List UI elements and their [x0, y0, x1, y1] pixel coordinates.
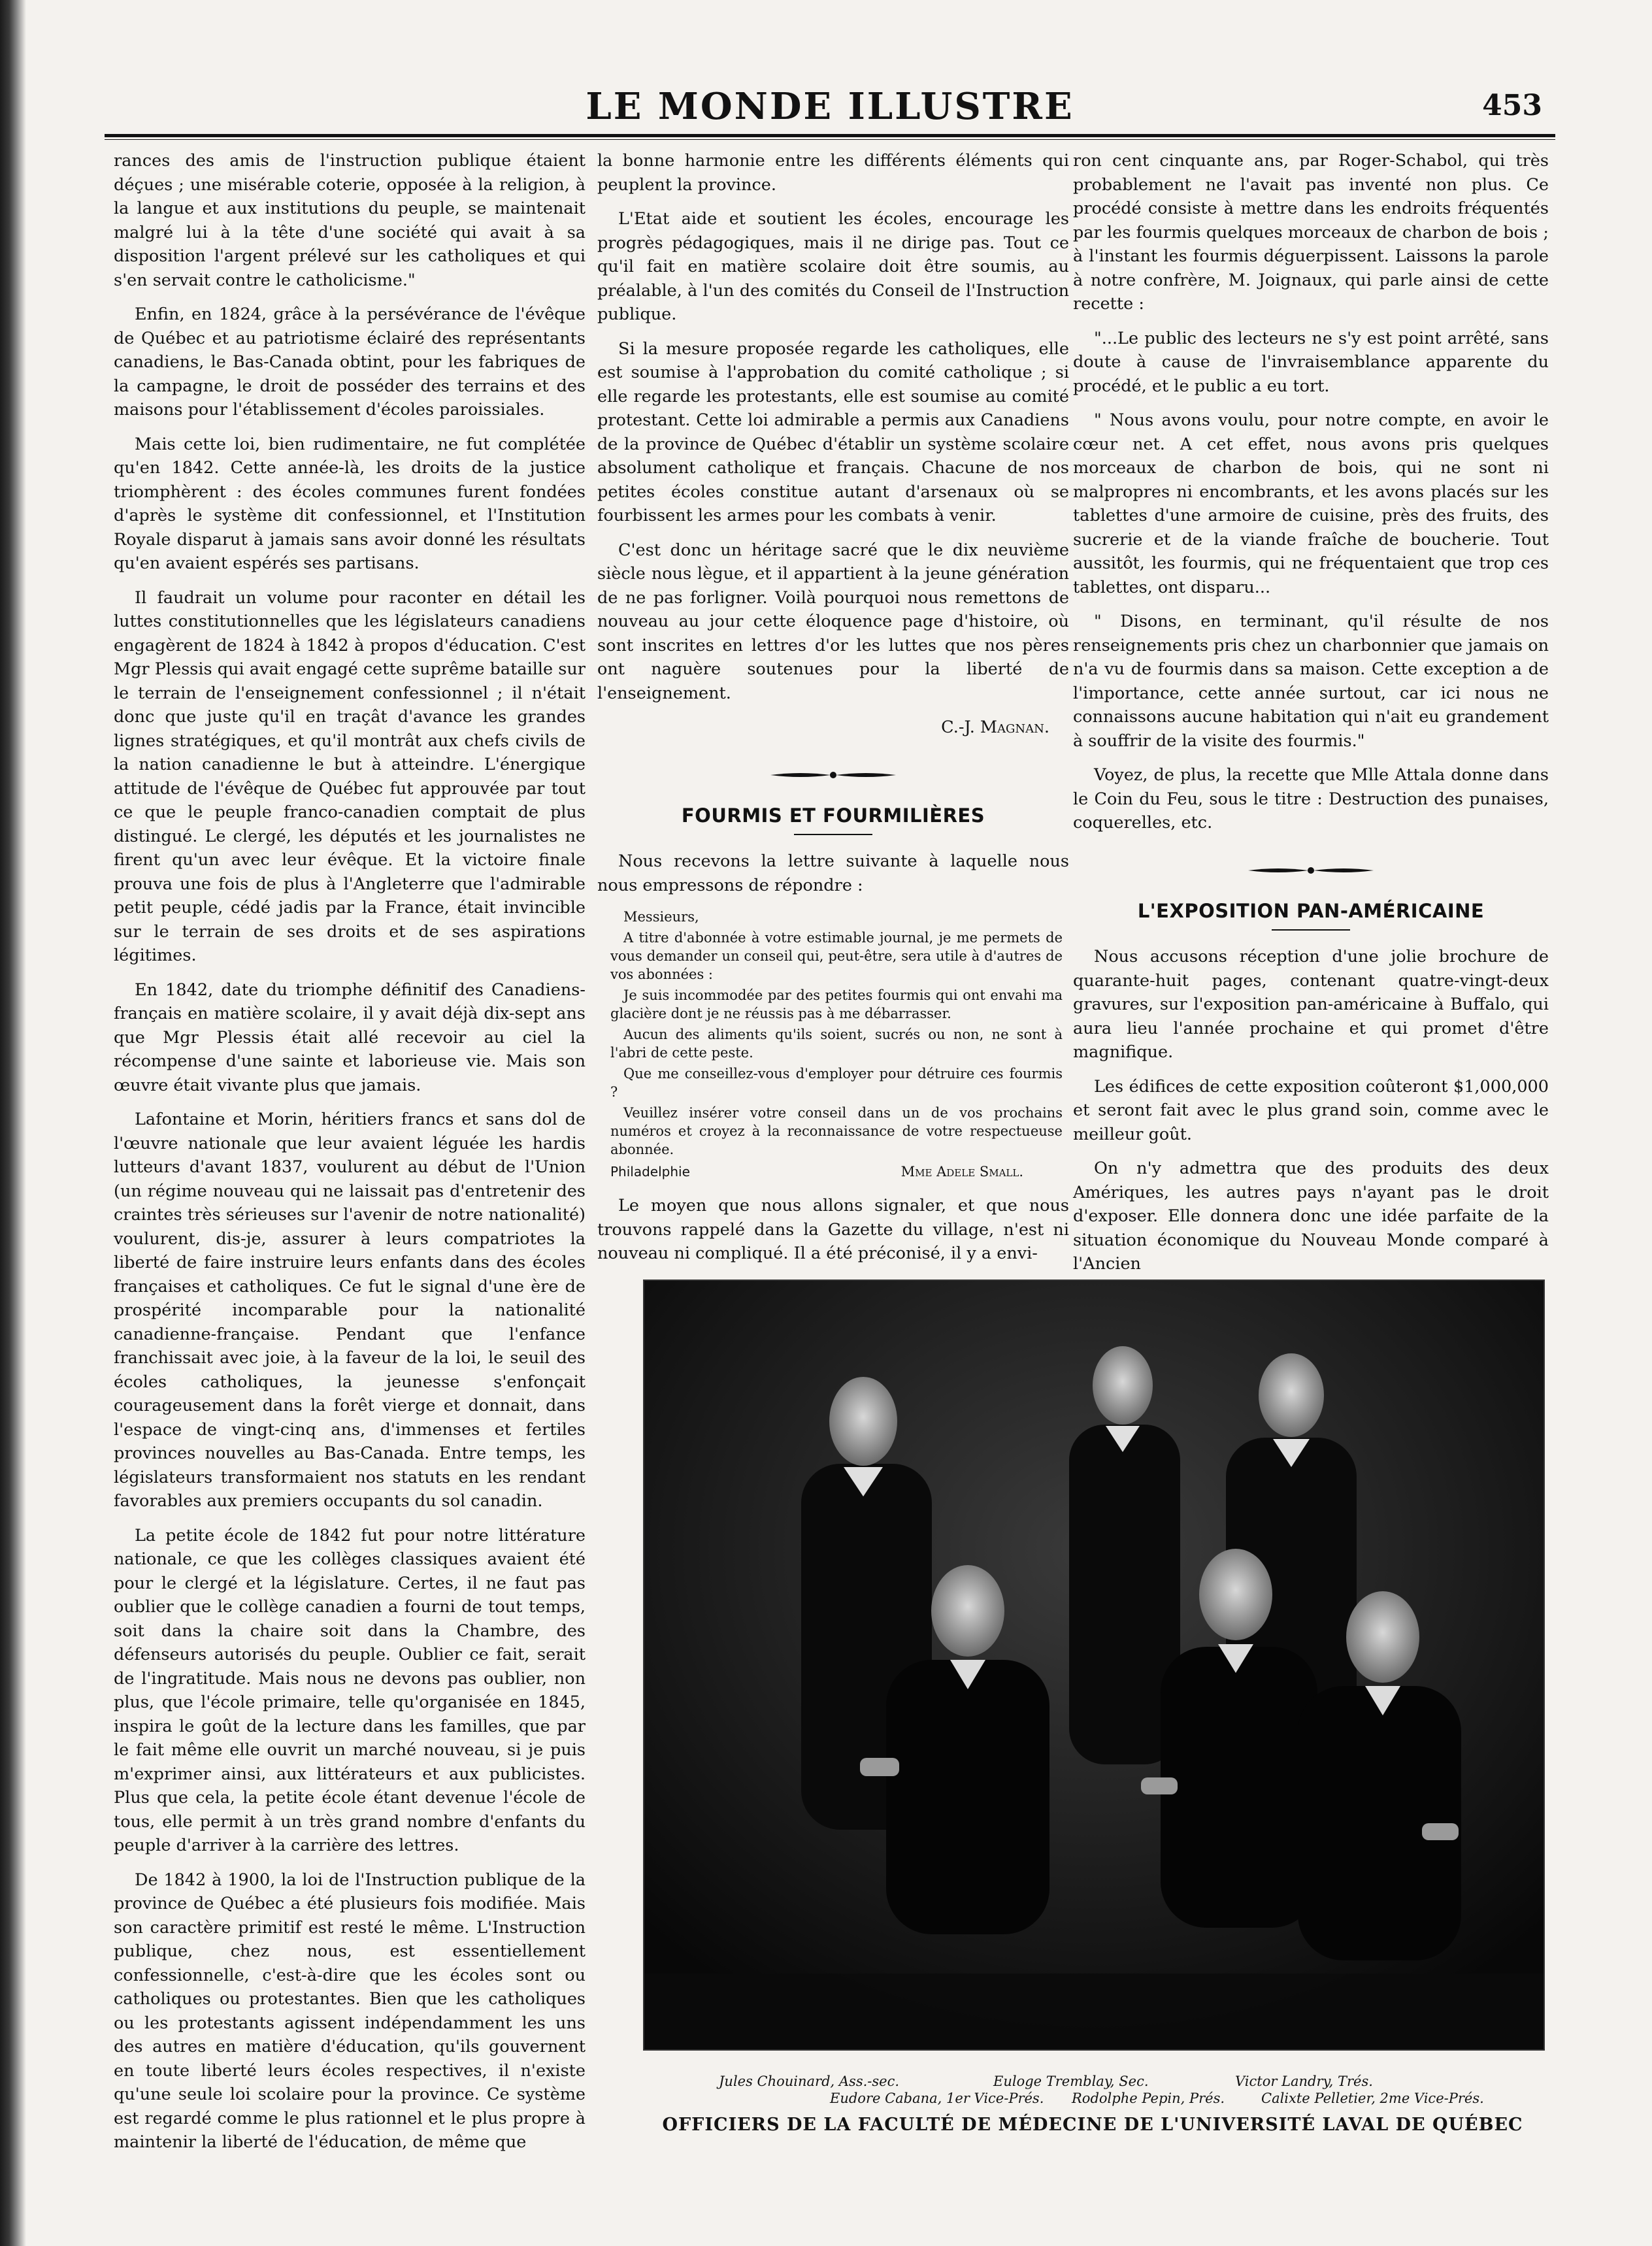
section-divider-ornament — [1073, 864, 1549, 877]
quoted-paragraph: " Disons, en terminant, qu'il résulte de nos renseignements pris chez un charbonnier que jamais on n'a vu de fourmis dans sa maison. Cette exception a de l'importance, cette année surtout, car ici nous ne connaissons aucune habitation qui n'ait eu grandement à souffrir de la visite des fourmis." — [1073, 612, 1549, 751]
article-paragraph: De 1842 à 1900, la loi de l'Instruction publique de la province de Québec a été plusieurs fois modifiée. Mais son caractère primitif est resté le même. L'Instruction publique, chez nous, est essentiellement confessionnelle, c'est-à-dire que les écoles sont ou catholiques ou protestantes. Bien que les catholiques ou les protestants agissent indépendamment les uns des autres en matière d'éducation, qu'ils gouvernent en toute liberté leurs écoles respectives, il n'existe qu'une seule loi scolaire pour la province. Ce système est regardé comme le plus rationnel et le plus propre à maintenir la liberté de l'éducation, de même que — [114, 1870, 586, 2152]
section-divider-ornament — [597, 768, 1069, 782]
caption-name: Euloge Tremblay, Sec. — [993, 2073, 1149, 2089]
letter-salutation: Messieurs, — [623, 909, 699, 925]
article-paragraph: ron cent cinquante ans, par Roger-Schabol, qui très probablement ne l'avait pas inventé non plus. Ce procédé consiste à mettre dans les endroits fréquentés par les fourmis quelques morceaux de charbon de bois ; à l'instant les fourmis déguerpissent. Laissons la parole à notre confrère, M. Joignaux, qui parle ainsi de cette recette : — [1073, 151, 1549, 314]
letter-signature-row — [610, 1163, 1063, 1181]
letter-signer: Mme Adele Small. — [900, 1164, 1023, 1180]
caption-row — [653, 2073, 1542, 2090]
article-paragraph: La petite école de 1842 fut pour notre littérature nationale, ce que les collèges classiques avaient été pour le clergé et la législature. Certes, il ne faut pas oublier que le collège canadien a fourni de tout temps, soit dans la chaire soit dans la Chambre, des défenseurs autorisés du peuple. Oublier ce fait, serait de l'ingratitude. Mais nous ne devons pas oublier, non plus, que l'école primaire, telle qu'organisée en 1845, inspira le goût de la lecture dans les familles, que par le fait même elle ouvrit un marché nouveau, si je puis m'exprimer ainsi, aux littérateurs et aux publicistes. Plus que cela, la petite école étant devenue l'école de tous, elle permit à un très grand nombre d'enfants du peuple d'arriver à la carrière des lettres. — [114, 1525, 586, 1855]
article-paragraph: On n'y admettra que des produits des deux Amériques, les autres pays n'ayant pas le droit d'exposer. Elle donnera donc une idée parfaite de la situation économique du Nouveau Monde comparé à l'Ancien — [1073, 1159, 1549, 1274]
article-paragraph: Les édifices de cette exposition coûteront $1,000,000 et seront fait avec le plus grand soin, comme avec le meilleur goût. — [1073, 1076, 1549, 1144]
photo-caption-names — [653, 2073, 1542, 2107]
article-paragraph: Enfin, en 1824, grâce à la persévérance de l'évêque de Québec et au patriotisme éclairé des représentants canadiens, le Bas-Canada obtint, pour les fabriques de la campagne, le droit de posséder des terrains et des maisons pour l'établissement d'écoles paroissiales. — [114, 305, 586, 420]
fourmis-reply: Le moyen que nous allons signaler, et que nous trouvons rappelé dans la Gazette du village, n'est ni nouveau ni compliqué. Il a été préconisé, il y a envi- — [597, 1196, 1069, 1263]
article-paragraph: Mais cette loi, bien rudimentaire, ne fut complétée qu'en 1842. Cette année-là, les droits de la justice triomphèrent : des écoles communes furent fondées d'après le système dit confessionnel, et l'Institution Royale disparut à jamais sans avoir donné les résultats qu'en avaient espérés ses partisans. — [114, 434, 586, 573]
page-binding-edge — [0, 0, 26, 2246]
letter-paragraph: Aucun des aliments qu'ils soient, sucrés ou non, ne sont à l'abri de cette peste. — [610, 1027, 1063, 1061]
caption-name: Eudore Cabana, 1er Vice-Prés. — [830, 2090, 1044, 2106]
caption-name: Calixte Pelletier, 2me Vice-Prés. — [1261, 2090, 1484, 2106]
letter-city: Philadelphie — [610, 1164, 690, 1180]
caption-name: Jules Chouinard, Ass.-sec. — [719, 2073, 900, 2089]
caption-name: Victor Landry, Trés. — [1235, 2073, 1373, 2089]
article-paragraph: Lafontaine et Morin, héritiers francs et sans dol de l'œuvre nationale que leur avaient léguée les hardis lutteurs d'avant 1837, voulurent au début de l'Union (un régime nouveau qui ne laissait pas d'entretenir des craintes très sérieuses sur l'avenir de notre nationalité) voulurent, dis-je, assurer à leurs compatriotes la liberté de faire instruire leurs enfants dans des écoles françaises et catholiques. Ce fut le signal d'une ère de prospérité incomparable pour la nationalité canadienne-française. Pendant que l'enfance franchissait avec joie, à la faveur de la loi, le seuil des écoles catholiques, la jeunesse s'enfonçait courageusement dans la forêt vierge et donnait, dans l'espace de vingt-cinq ans, d'immenses et fertiles provinces nouvelles au Bas-Canada. Entre temps, les législateurs transformaient nos statuts en les rendant favorables aux premiers occupants du sol canadin. — [114, 1110, 586, 1511]
fourmis-intro: Nous recevons la lettre suivante à laquelle nous nous empressons de répondre : — [597, 851, 1069, 895]
article-paragraph: Si la mesure proposée regarde les catholiques, elle est soumise à l'approbation du comité catholique ; si elle regarde les protestants, elle est soumise au comité protestant. Cette loi admirable a permis aux Canadiens de la province de Québec d'établir un système scolaire absolument catholique et français. Chacune de nos petites écoles constitue autant d'arsenaux où se fourbissent les armes pour les combats à venir. — [597, 339, 1069, 525]
heading-rule — [1272, 929, 1350, 931]
caption-name: Rodolphe Pepin, Prés. — [1072, 2090, 1225, 2106]
article-paragraph: rances des amis de l'instruction publique étaient déçues ; une misérable coterie, opposée à la religion, à la langue et aux institutions du peuple, se maintenait malgré lui à la tête d'une société qui avait à sa disposition l'argent prélevé sur les catholiques et qui s'en servait contre le catholicisme." — [114, 151, 586, 290]
letter-paragraph: A titre d'abonnée à votre estimable journal, je me permets de vous demander un conseil qui, peut-être, sera utile à d'autres de vos abonnées : — [610, 930, 1063, 982]
quoted-paragraph: " Nous avons voulu, pour notre compte, en avoir le cœur net. A cet effet, nous avons pris quelques morceaux de charbon de bois, qui ne sont ni malpropres ni encombrants, et les avons placés sur les tablettes d'une armoire de cuisine, près des fruits, des sucrerie et de la viande fraîche de boucherie. Tout aussitôt, les fourmis, qui ne fréquentaient que trop ces tablettes, ont disparu... — [1073, 410, 1549, 597]
photo-caption-title: OFFICIERS DE LA FACULTÉ DE MÉDECINE DE L'UNIVERSITÉ LAVAL DE QUÉBEC — [662, 2115, 1523, 2135]
heading-rule — [794, 834, 872, 835]
caption-row — [653, 2090, 1542, 2107]
column-middle — [597, 149, 1069, 1276]
column-left — [114, 149, 586, 2165]
letter-paragraph: Que me conseillez-vous d'employer pour détruire ces fourmis ? — [610, 1066, 1063, 1100]
article-paragraph: Voyez, de plus, la recette que Mlle Attala donne dans le Coin du Feu, sous le titre : Destruction des punaises, coquerelles, etc. — [1073, 765, 1549, 833]
reader-letter — [610, 908, 1063, 1181]
masthead-rule — [105, 134, 1555, 140]
article-paragraph: L'Etat aide et soutient les écoles, encourage les progrès pédagogiques, mais il ne dirige pas. Tout ce qu'il fait en matière scolaire doit être soumis, au préalable, à l'un des comités du Conseil de l'Instruction publique. — [597, 209, 1069, 324]
exposition-heading: L'EXPOSITION PAN-AMÉRICAINE — [1137, 899, 1485, 922]
fourmis-heading: FOURMIS ET FOURMILIÈRES — [681, 804, 985, 827]
page-number: 453 — [1482, 89, 1542, 122]
article-paragraph: Nous accusons réception d'une jolie brochure de quarante-huit pages, contenant quatre-vingt-deux gravures, sur l'exposition pan-américaine à Buffalo, qui aura lieu l'année prochaine et qui promet d'être magnifique. — [1073, 947, 1549, 1062]
masthead — [105, 85, 1555, 137]
letter-paragraph: Veuillez insérer votre conseil dans un de vos prochains numéros et croyez à la reconnaissance de votre respectueuse abonnée. — [610, 1105, 1063, 1157]
article-paragraph: En 1842, date du triomphe définitif des Canadiens-français en matière scolaire, il y avait déjà dix-sept ans que Mgr Plessis était allé recevoir au ciel la récompense d'une sainte et laborieuse vie. Mais son œuvre était vivante plus que jamais. — [114, 980, 586, 1095]
newspaper-title: LE MONDE ILLUSTRE — [586, 85, 1074, 128]
quoted-paragraph: "...Le public des lecteurs ne s'y est point arrêté, sans doute à cause de l'invraisemblance apparente du procédé, et le public a eu tort. — [1073, 328, 1549, 396]
group-photograph — [643, 1280, 1545, 2051]
article-paragraph: C'est donc un héritage sacré que le dix neuvième siècle nous lègue, et il appartient à la jeune génération de ne pas forligner. Voilà pourquoi nous remettons de nouveau au jour cette éloquence page d'histoire, où sont inscrites en lettres d'or les luttes que nos pères ont naguère soutenues pour la liberté de l'enseignement. — [597, 540, 1069, 703]
letter-paragraph: Je suis incommodée par des petites fourmis qui ont envahi ma glacière dont je ne réussis pas à me débarrasser. — [610, 987, 1063, 1021]
author-signature: C.-J. Magnan. — [941, 718, 1049, 737]
article-paragraph: la bonne harmonie entre les différents éléments qui peuplent la province. — [597, 151, 1069, 195]
article-paragraph: Il faudrait un volume pour raconter en détail les luttes constitutionnelles que les législateurs canadiens engagèrent de 1824 à 1842 à propos d'éducation. C'est Mgr Plessis qui avait engagé cette suprême bataille sur le terrain de l'enseignement confessionnel ; il n'était donc que juste qu'il en traçât d'avance les grandes lignes stratégiques, et qu'il montrât aux chefs civils de la nation canadienne le but à atteindre. L'énergique attitude de l'évêque de Québec fut approuvée par tout ce que le peuple franco-canadien comptait de plus distingué. Le clergé, les députés et les journalistes ne firent qu'un avec leur évêque. Et la victoire finale prouva une fois de plus à l'Angleterre que l'admirable petit peuple, cédé jadis par la France, était invincible sur le terrain de ses droits et de ses aspirations légitimes. — [114, 587, 586, 965]
column-right — [1073, 149, 1549, 1287]
